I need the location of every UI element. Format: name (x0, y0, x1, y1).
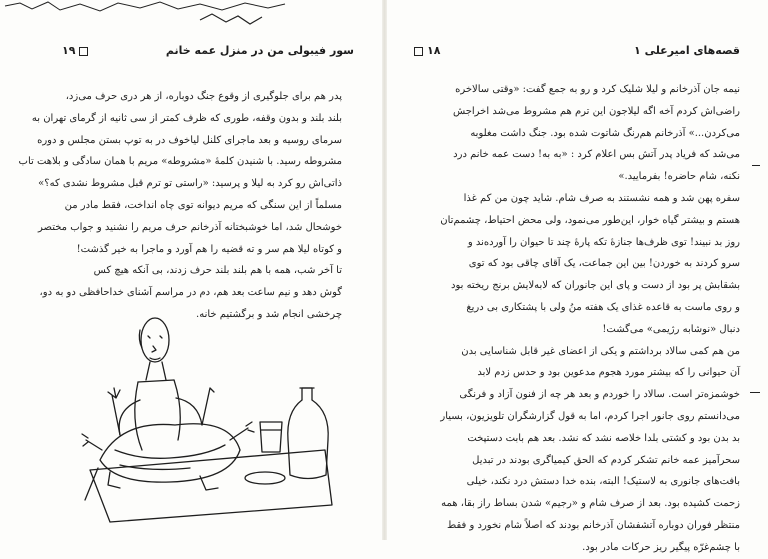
text-line: آن حیوانی را که بیشتر مورد هجوم مدعوین بود و حدس زدم لابد (477, 367, 740, 379)
text-line: من هم کمی سالاد برداشتم و یکی از اعضای غیر قابل شناسایی بدن (461, 345, 740, 357)
left-page (0, 0, 384, 540)
right-page (384, 0, 768, 553)
book-title: قصه‌های امیرعلی ۱ (634, 44, 740, 57)
text-line: دنبال «نوشابه رژیمی» می‌گشت! (602, 323, 740, 335)
text-line: چرخشی انجام شد و برگشتیم خانه. (196, 308, 342, 320)
text-line: بلند بلند و بدون وقفه، طوری که ظرف کمتر از سی ثانیه از گرمای تهران به (31, 112, 342, 124)
square-icon (79, 47, 88, 56)
text-line: سرمای روسیه و بعد ماجرای کلنل لیاخوف در به توپ بستن مجلس و دوره (37, 134, 342, 146)
chapter-title: سور فیبولی من در منزل عمه خانم (165, 44, 354, 57)
text-line: و روی ماست به قاعده غذای یک هفته منُ ولی با پشتکاری بی دریغ (466, 301, 740, 313)
dinner-illustration (80, 300, 350, 530)
text-line: بشقابش پر بود از دست و پای این جانوران که لابه‌لایش برنج ریخته بود (450, 280, 740, 292)
text-line: بافت‌های جانوری به لاستیک! البته، بنده خدا دستش درد نکند، خیلی (466, 476, 740, 488)
text-line: زحمت کشیده بود. بعد از صرف شام و «رجیم» شدن بساط راز بقا، همه (441, 498, 740, 510)
text-line: با چشم‌غرّه پیگیر ریز حرکات مادر بود. (582, 541, 740, 553)
page-number: ۱۸ (410, 44, 440, 57)
text-line: می‌دانستم روی جانور اجرا کردم، اما به قول گزارشگران تلویزیون، بسیار (440, 410, 740, 422)
body-text (410, 79, 740, 559)
scan-edge-marks (0, 0, 290, 32)
text-line: نیمه جان آذرخانم و لیلا شلیک کرد و رو به جمع گفت: «وقتی سالاخره (455, 84, 740, 95)
text-line: و کوتاه لیلا هم سر و ته قضیه را هم آورد و ماجرا به خیر گذشت! (76, 243, 342, 255)
text-line: راضی‌اش کردم آخه اگه لیلاجون این ترم هم مشروط می‌شد اخراجش (452, 105, 740, 117)
text-line: بد بدن بود و کشتی بلدا خلاصه نشد که نشد. بعد هم بابت دستپخت (467, 432, 740, 444)
margin-mark (750, 392, 760, 393)
text-line: تا آخر شب، همه با هم بلند بلند حرف زدند، بی آنکه هیچ کس (93, 265, 342, 277)
text-line: می‌کردن...» آذرخانم هم‌رنگ شاتوت شده بود. جنگ داشت مغلوبه (470, 127, 740, 139)
text-line: هستم و بیشتر گیاه خوار، این‌طور می‌نمود، ولی محض احتیاط، چشمم‌تان (440, 214, 740, 226)
page-number: ۱۹ (62, 44, 92, 57)
text-line: پدر هم برای جلوگیری از وقوع جنگ دوباره، از هر دری حرف می‌زد، (65, 91, 342, 102)
text-line: گوش دهد و نیم ساعت بعد هم، دم در مراسم آشنای خداحافظی دو به دو، (39, 287, 342, 299)
text-line: خوشحال شد، اما خوشبختانه آذرخانم حرف مریم را نشنید و جواب مختصر (38, 221, 342, 233)
text-line: خوشمزه‌تر است. سالاد را خوردم و بعد هر چه از فنون آزاد و فرنگی (459, 389, 740, 401)
text-line: می‌شد که فریاد پدر آتش بس اعلام کرد : «به به! دست عمه خانم درد (453, 149, 740, 161)
page-header (62, 44, 354, 57)
text-line: مشروطه رسید. با شنیدن کلمهٔ «مشروطه» مریم با همان سادگی و بلاهت تاب (18, 156, 342, 168)
text-line: سحرآمیز عمه خانم تشکر کردم که الحق کیمیاگری بودند در تبدیل (472, 454, 740, 466)
text-line: مسلماً از این سنگی که مریم دیوانه توی چاه انداخت، فقط مادر من (64, 199, 342, 211)
page-header (410, 44, 740, 57)
square-icon (414, 47, 423, 56)
text-line: نکنه، شام حاضره! بفرمایید.» (618, 171, 740, 183)
text-line: ذاتی‌اش رو کرد به لیلا و پرسید: «راستی تو ترم قبل مشروط نشدی که؟» (38, 178, 342, 190)
body-text (18, 86, 342, 326)
margin-mark (752, 165, 760, 166)
text-line: روز بد نبیند! توی ظرف‌ها جنازهٔ تکه پارهٔ چند تا حیوان را آورده‌ند و (467, 236, 740, 248)
text-line: سفره پهن شد و همه نشستند به صرف شام. شاید چون من کم غذا (463, 192, 740, 204)
text-line: سرو کردند به خوردن! بین این جماعت، یک آقای چاقی بود که توی (468, 258, 740, 270)
text-line: منتظر فوران دوباره آتشفشان آذرخانم بودند که اصلاً شام نخورد و فقط (447, 519, 740, 531)
